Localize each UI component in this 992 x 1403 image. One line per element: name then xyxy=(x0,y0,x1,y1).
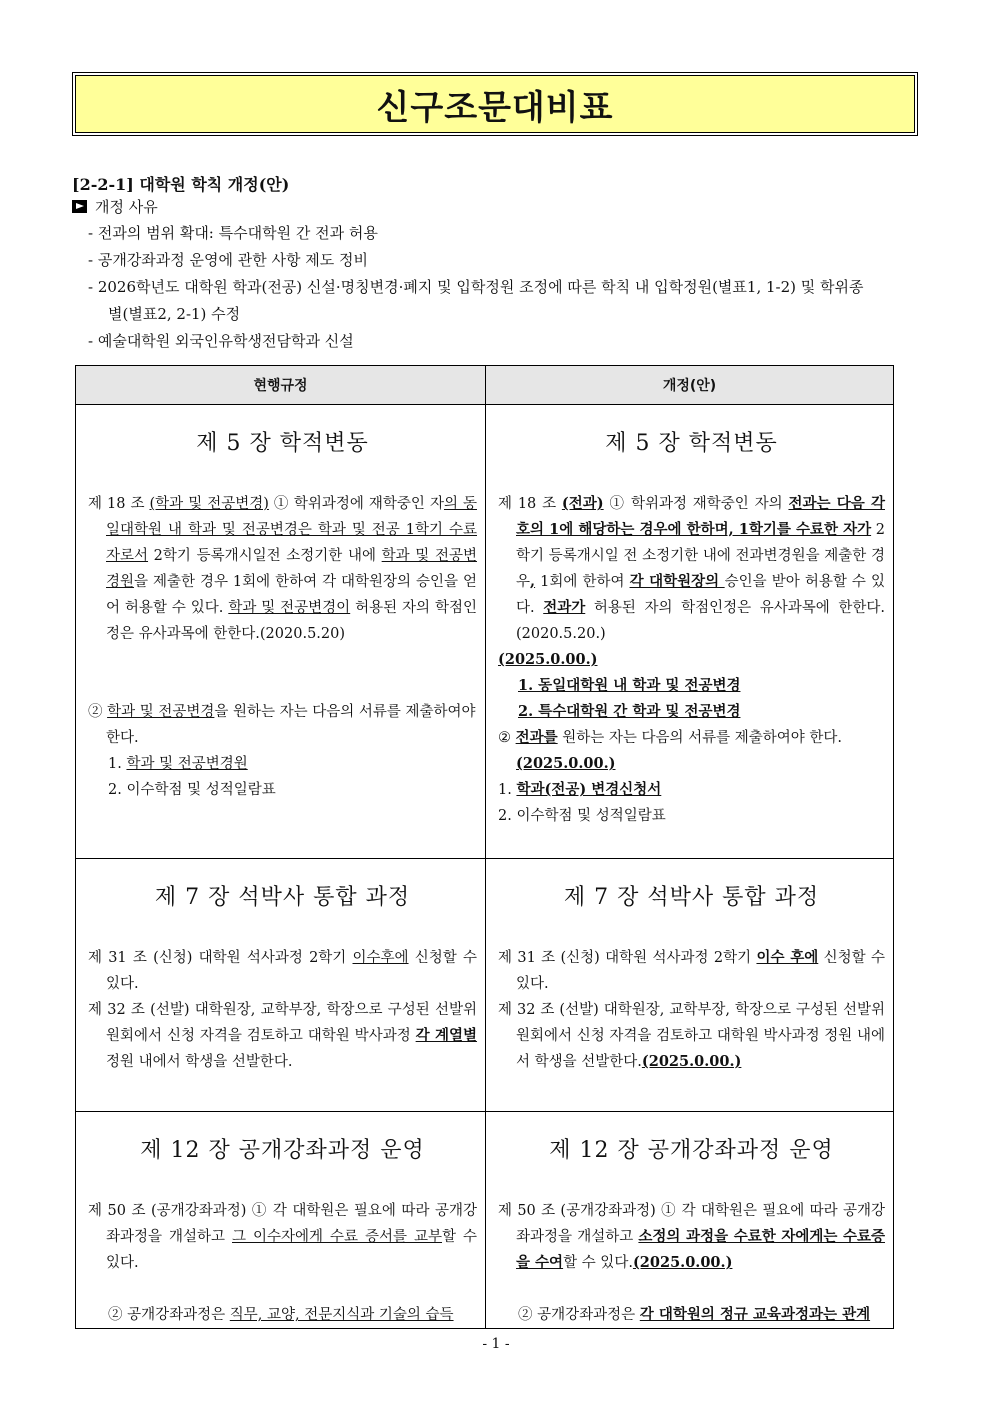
revised-ch12-cell xyxy=(486,1112,894,1329)
title-box xyxy=(72,72,918,136)
table-header-row xyxy=(76,366,894,405)
table-row xyxy=(76,1112,894,1329)
article-18-current: 제 18 조 (학과 및 전공변경) ① 학위과정에 재학중인 자의 동일대학원 내 학과 및 전공변경은 학과 및 전공 1학기 수료자로서 2학기 등록개시일전 소정기한 내에 학과 및 전공변경원을 제출한 경우 1회에 한하여 각 대학원장의 승인을 얻어 허용할 수 있다. 학과 및 전공변경이 허용된 자의 학점인정은 유사과목에 한한다.(2020.5.20) xyxy=(88,496,477,642)
reason-item: - 2026학년도 대학원 학과(전공) 신설·명칭변경·폐지 및 입학정원 조정에 따른 학칙 내 입학정원(별표1, 1-2) 및 학위종별(별표2, 2-1) 수정 xyxy=(88,278,864,323)
reason-item: - 공개강좌과정 운영에 관한 사항 제도 정비 xyxy=(88,251,369,269)
revision-date: (2025.0.00.) xyxy=(498,651,598,668)
arrow-right-icon xyxy=(72,200,87,213)
reason-item: - 예술대학원 외국인유학생전담학과 신설 xyxy=(88,332,354,350)
comparison-table xyxy=(75,365,894,1329)
chapter-title: 제 12 장 공개강좌과정 운영 xyxy=(140,1138,425,1163)
list-item: 1. 동일대학원 내 학과 및 전공변경 xyxy=(518,677,741,694)
col-current-header: 현행규정 xyxy=(76,366,486,405)
table-row xyxy=(76,859,894,1112)
list-item: 2. 이수학점 및 성적일람표 xyxy=(498,808,666,824)
paragraph-2-current: ② 학과 및 전공변경을 원하는 자는 다음의 서류를 제출하여야 한다. xyxy=(88,704,476,746)
reason-heading xyxy=(72,196,158,217)
current-ch7-cell xyxy=(76,859,486,1112)
col-revised-header: 개정(안) xyxy=(486,366,894,405)
chapter-title: 제 7 장 석박사 통합 과정 xyxy=(154,885,411,910)
chapter-title: 제 7 장 석박사 통합 과정 xyxy=(563,885,820,910)
section-title: [2-2-1] 대학원 학칙 개정(안) xyxy=(72,175,290,194)
chapter-title: 제 12 장 공개강좌과정 운영 xyxy=(549,1138,834,1163)
page-title: 신구조문대비표 xyxy=(75,75,915,133)
list-item: 1. 학과(전공) 변경신청서 xyxy=(498,781,662,798)
reason-heading-label: 개정 사유 xyxy=(95,198,158,216)
article-32-current: 제 32 조 (선발) 대학원장, 교학부장, 학장으로 구성된 선발위원회에서 신청 자격을 검토하고 대학원 박사과정 각 계열별 정원 내에서 학생을 선발한다. xyxy=(88,1002,478,1070)
current-ch12-cell xyxy=(76,1112,486,1329)
paragraph-2-revised: ② 전과를 원하는 자는 다음의 서류를 제출하여야 한다.(2025.0.00.) xyxy=(498,729,843,772)
article-31-current: 제 31 조 (신청) 대학원 석사과정 2학기 이수후에 신청할 수 있다. xyxy=(88,950,477,992)
list-item: 2. 이수학점 및 성적일람표 xyxy=(108,782,276,798)
paragraph-2-revised: ② 공개강좌과정은 각 대학원의 정규 교육과정과는 관계 xyxy=(518,1306,871,1323)
article-18-revised: 제 18 조 (전과) ① 학위과정 재학중인 자의 전과는 다음 각 호의 1에 해당하는 경우에 한하며, 1학기를 수료한 자가 2학기 등록개시일 전 소정기한 내에 전과변경원을 제출한 경우, 1회에 한하여 각 대학원장의 승인을 받아 허용할 수 있다. 전과가 허용된 자의 학점인정은 유사과목에 한한다. (2020.5.20.) xyxy=(498,495,886,642)
article-31-revised: 제 31 조 (신청) 대학원 석사과정 2학기 이수 후에 신청할 수 있다. xyxy=(498,949,885,992)
reason-item: - 전과의 범위 확대: 특수대학원 간 전과 허용 xyxy=(88,224,378,242)
chapter-title: 제 5 장 학적변동 xyxy=(196,431,369,456)
article-50-current: 제 50 조 (공개강좌과정) ① 각 대학원은 필요에 따라 공개강좌과정을 개설하고 그 이수자에게 수료 증서를 교부할 수 있다. xyxy=(88,1203,478,1271)
chapter-title: 제 5 장 학적변동 xyxy=(605,431,778,456)
revised-ch5-cell xyxy=(486,405,894,859)
current-ch5-cell xyxy=(76,405,486,859)
list-item: 1. 학과 및 전공변경원 xyxy=(108,756,248,772)
paragraph-2-current: ② 공개강좌과정은 직무, 교양, 전문지식과 기술의 습득 xyxy=(108,1307,454,1323)
list-item: 2. 특수대학원 간 학과 및 전공변경 xyxy=(518,703,741,720)
table-row xyxy=(76,405,894,859)
page-number: - 1 - xyxy=(482,1336,510,1352)
article-50-revised: 제 50 조 (공개강좌과정) ① 각 대학원은 필요에 따라 공개강좌과정을 개설하고 소정의 과정을 수료한 자에게는 수료증을 수여할 수 있다.(2025.0.00.) xyxy=(498,1203,885,1271)
reason-list xyxy=(88,220,868,355)
revised-ch7-cell xyxy=(486,859,894,1112)
article-32-revised: 제 32 조 (선발) 대학원장, 교학부장, 학장으로 구성된 선발위원회에서 신청 자격을 검토하고 대학원 박사과정 정원 내에서 학생을 선발한다.(2025.0.00.) xyxy=(498,1002,885,1070)
